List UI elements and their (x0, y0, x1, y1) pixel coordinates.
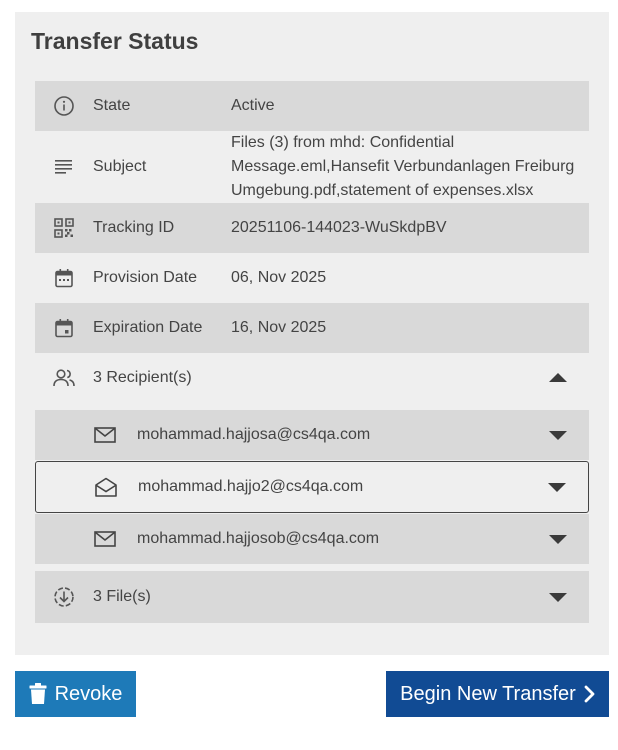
revoke-button-label: Revoke (54, 682, 123, 705)
tracking-id-value: 20251106-144023-WuSkdpBV (231, 219, 447, 236)
state-value: Active (231, 97, 275, 114)
tracking-id-label: Tracking ID (93, 219, 175, 236)
chevron-right-icon (584, 685, 595, 703)
info-icon (35, 95, 93, 117)
envelope-closed-icon (77, 531, 133, 547)
begin-new-transfer-button[interactable] (386, 671, 609, 717)
expiration-date-label: Expiration Date (93, 319, 203, 336)
recipient-item[interactable] (35, 514, 589, 564)
recipients-toggle[interactable] (35, 353, 589, 403)
provision-date-value: 06, Nov 2025 (231, 269, 327, 286)
provision-date-label: Provision Date (93, 269, 198, 286)
subject-label: Subject (93, 158, 147, 175)
detail-row-tracking-id (35, 203, 589, 253)
recipients-count-label: 3 Recipient(s) (93, 369, 192, 386)
expiration-date-value: 16, Nov 2025 (231, 319, 327, 336)
text-lines-icon (35, 159, 93, 175)
state-label: State (93, 97, 131, 114)
qr-code-icon (35, 218, 93, 238)
files-count-label: 3 File(s) (93, 588, 151, 605)
transfer-status-panel (15, 12, 609, 655)
recipient-email: mohammad.hajjosa@cs4qa.com (137, 426, 371, 443)
files-toggle[interactable] (35, 571, 589, 623)
download-circle-icon (35, 586, 93, 608)
detail-row-provision-date (35, 253, 589, 303)
calendar-event-icon (35, 318, 93, 338)
detail-row-subject (35, 131, 589, 203)
detail-row-state (35, 81, 589, 131)
chevron-down-icon[interactable] (549, 431, 567, 440)
subject-value: Files (3) from mhd: Confidential Message.eml,Hansefit Verbundanlagen Freiburg Umgebung.pdf,statement of expenses.xlsx (231, 134, 575, 199)
detail-row-expiration-date (35, 303, 589, 353)
chevron-down-icon (549, 593, 567, 602)
chevron-down-icon[interactable] (548, 483, 566, 492)
recipient-email: mohammad.hajjosob@cs4qa.com (137, 530, 380, 547)
calendar-icon (35, 268, 93, 288)
recipient-item[interactable] (35, 410, 589, 460)
recipient-item-selected[interactable] (35, 461, 589, 513)
people-icon (35, 368, 93, 388)
begin-new-transfer-label: Begin New Transfer (400, 682, 576, 705)
recipient-email: mohammad.hajjo2@cs4qa.com (138, 478, 364, 495)
chevron-down-icon[interactable] (549, 535, 567, 544)
chevron-up-icon (549, 373, 567, 382)
envelope-closed-icon (77, 427, 133, 443)
revoke-button[interactable] (15, 671, 136, 717)
panel-title: Transfer Status (31, 28, 199, 54)
trash-icon (29, 683, 47, 705)
envelope-open-icon (78, 477, 134, 497)
